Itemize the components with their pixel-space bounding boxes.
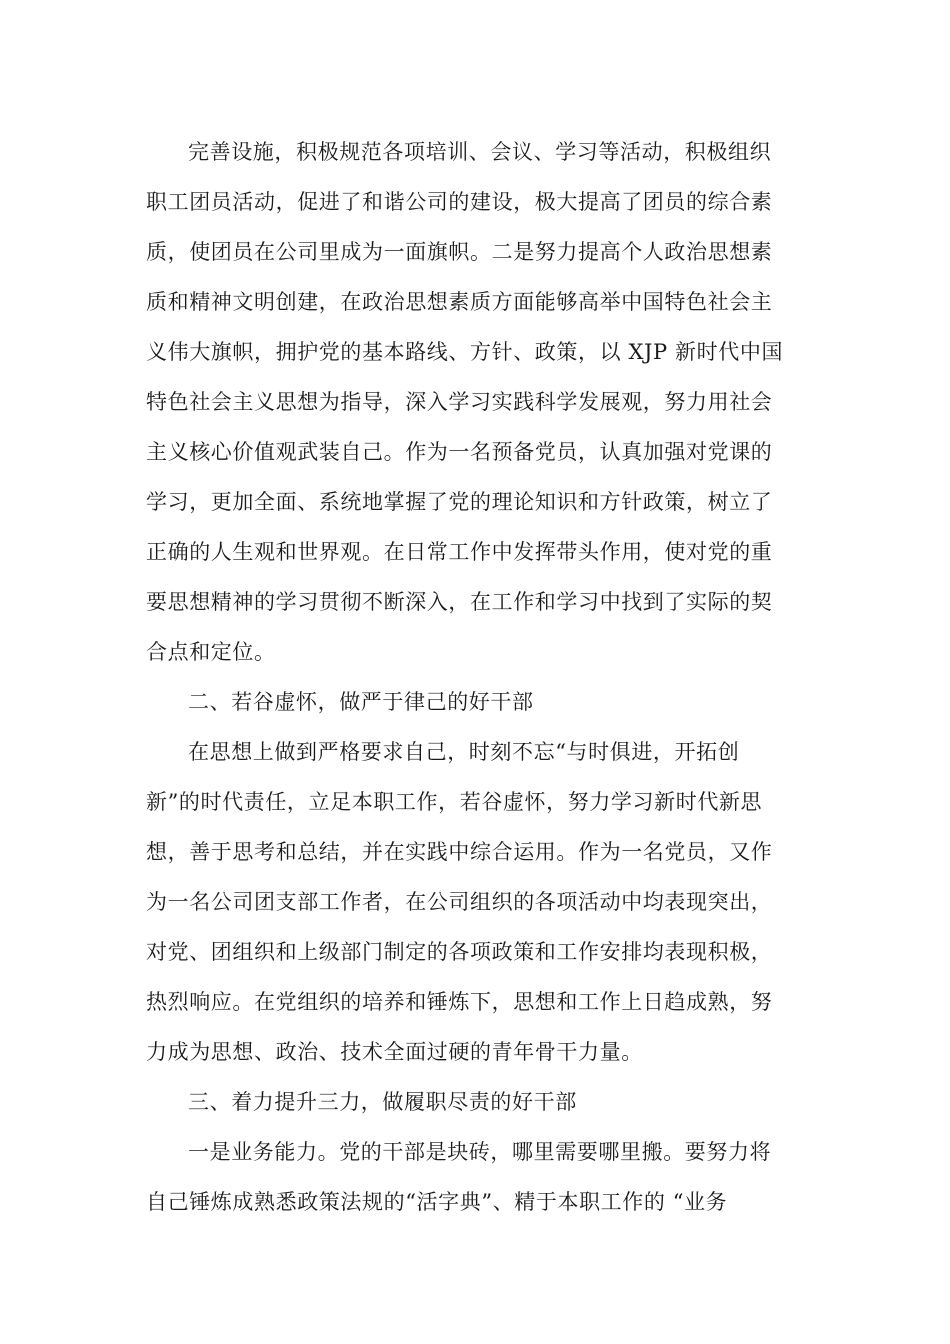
paragraph-self-discipline: 在思想上做到严格要求自己，时刻不忘“与时俱进，开拓创 新”的时代责任，立足本职工作，若谷虚怀，努力学习新时代新思 想，善于思考和总结，并在实践中综合运用。作为一名党员，又作 为一名公司团支部工作者，在公司组织的各项活动中均表现突出， 对党、团组织和上级部门制定的各项政策和工作安排均表现积极， 热烈响应。在党组织的培养和锤炼下，思想和工作上日趋成熟，努 力成为思想、政治、技术全面过硬的青年骨干力量。 [146,740,773,1064]
paragraph-business-ability: 一是业务能力。党的干部是块砖，哪里需要哪里搬。要努力将 自己锤炼成熟悉政策法规的“活字典”、精于本职工作的 “业务 [146,1140,772,1214]
section-heading-2: 二、若谷虚怀，做严于律己的好干部 [188,690,534,714]
section-heading-3: 三、着力提升三力，做履职尽责的好干部 [188,1090,577,1114]
paragraph-facilities: 完善设施，积极规范各项培训、会议、学习等活动，积极组织 职工团员活动，促进了和谐公司的建设，极大提高了团员的综合素 质，使团员在公司里成为一面旗帜。二是努力提高个人政治思想素 质和精神文明创建，在政治思想素质方面能够高举中国特色社会主 义伟大旗帜，拥护党的基本路线、方针、政策，以 XJP 新时代中国 特色社会主义思想为指导，深入学习实践科学发展观，努力用社会 主义核心价值观武装自己。作为一名预备党员，认真加强对党课的 学习，更加全面、系统地掌握了党的理论知识和方针政策，树立了 正确的人生观和世界观。在日常工作中发挥带头作用，使对党的重 要思想精神的学习贯彻不断深入，在工作和学习中找到了实际的契 合点和定位。 [146,140,784,664]
document-body [146,127,806,1227]
